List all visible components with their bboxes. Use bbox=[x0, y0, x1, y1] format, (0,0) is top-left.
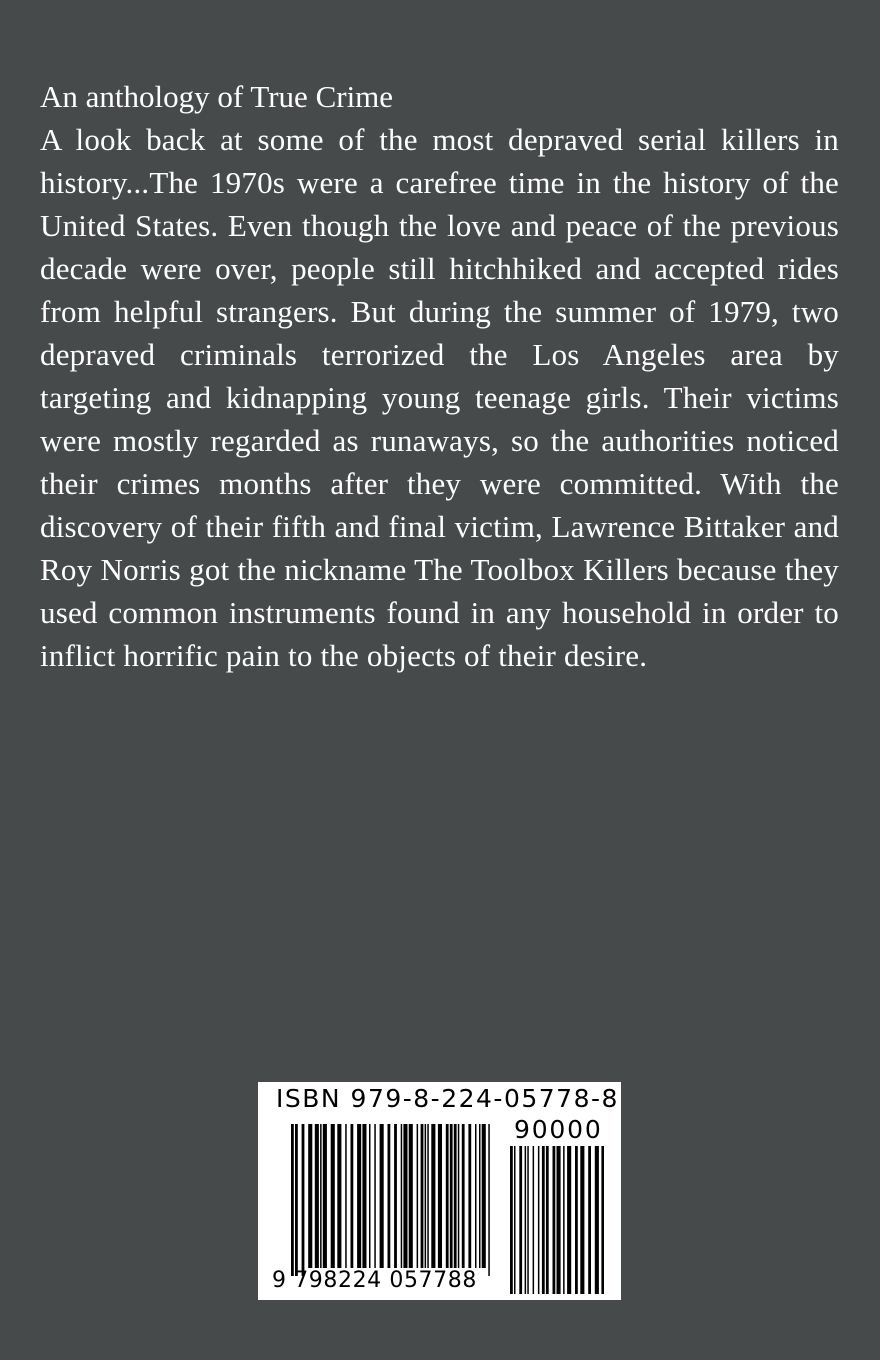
barcode-bar bbox=[427, 1124, 429, 1268]
barcode-bar bbox=[308, 1124, 312, 1268]
barcode-bar bbox=[563, 1146, 565, 1294]
barcode-bar bbox=[331, 1124, 335, 1268]
barcode-bar bbox=[315, 1124, 319, 1268]
barcode-bar bbox=[369, 1124, 371, 1268]
barcode-bar bbox=[345, 1124, 347, 1268]
barcode-bar bbox=[323, 1124, 327, 1268]
barcode-bar bbox=[538, 1146, 540, 1294]
back-cover-blurb bbox=[40, 75, 839, 677]
barcode-bar bbox=[362, 1124, 366, 1268]
barcode-bar bbox=[291, 1124, 294, 1276]
barcode-bar bbox=[595, 1146, 599, 1294]
barcode-bar bbox=[450, 1124, 453, 1268]
barcode-bar bbox=[533, 1146, 535, 1294]
barcode-bar bbox=[421, 1124, 424, 1268]
barcode-bar bbox=[479, 1124, 481, 1268]
blurb-description: A look back at some of the most depraved serial killers in history...The 1970s were a carefree time in the history of the United States. Even though the love and peace of the previous decade were over, people still hitchhiked and accepted rides from helpful strangers. But during the summer of 1979, two depraved criminals terrorized the Los Angeles area by targeting and kidnapping young teenage girls. Their victims were mostly regarded as runaways, so the authorities noticed their crimes months after they were committed. With the discovery of their fifth and final victim, Lawrence Bittaker and Roy Norris got the nickname The Toolbox Killers because they used common instruments found in any household in order to inflict horrific pain to the objects of their desire. bbox=[40, 122, 839, 673]
barcode-bar bbox=[431, 1124, 435, 1268]
barcode-bar bbox=[567, 1146, 571, 1294]
barcode-bar bbox=[417, 1124, 419, 1268]
barcode-bar bbox=[468, 1124, 471, 1268]
barcode-bar bbox=[575, 1146, 578, 1294]
barcode-bar bbox=[542, 1146, 545, 1294]
barcode-bar bbox=[380, 1124, 384, 1268]
barcode-bar bbox=[588, 1146, 591, 1294]
barcode-bar bbox=[351, 1124, 354, 1268]
barcode-bar bbox=[394, 1124, 397, 1268]
barcode-bar bbox=[546, 1146, 549, 1294]
barcode-bar bbox=[462, 1124, 465, 1268]
blurb-heading: An anthology of True Crime bbox=[40, 79, 394, 114]
barcode-bar bbox=[374, 1124, 376, 1268]
barcode-bar bbox=[519, 1146, 522, 1294]
barcode-bar bbox=[580, 1146, 584, 1294]
barcode-bar bbox=[454, 1124, 457, 1268]
barcode-bar bbox=[446, 1124, 449, 1268]
barcode-bar bbox=[601, 1146, 604, 1294]
price-code: 90000 bbox=[514, 1115, 603, 1144]
barcode-bar bbox=[557, 1146, 561, 1294]
barcode-bar bbox=[388, 1124, 391, 1268]
ean-digits: 9 798224 057788 bbox=[272, 1268, 477, 1293]
isbn-barcode bbox=[258, 1082, 621, 1300]
barcode-bar bbox=[295, 1124, 298, 1276]
barcode-bar bbox=[527, 1146, 529, 1294]
barcode-bar bbox=[488, 1124, 490, 1276]
barcode-bar bbox=[458, 1124, 460, 1268]
barcode-bar bbox=[510, 1146, 513, 1294]
barcode-bar bbox=[357, 1124, 361, 1268]
barcode-bar bbox=[475, 1124, 477, 1268]
barcode-bar bbox=[525, 1146, 527, 1294]
barcode-bar bbox=[514, 1146, 516, 1294]
barcode-bar bbox=[553, 1146, 556, 1294]
barcode-bar bbox=[403, 1124, 407, 1268]
barcode-bar bbox=[337, 1124, 341, 1268]
barcode-bar bbox=[401, 1124, 403, 1268]
barcode-bar bbox=[320, 1124, 322, 1268]
barcode-bar bbox=[409, 1124, 413, 1268]
isbn-label: ISBN 979-8-224-05778-8 bbox=[276, 1084, 619, 1113]
barcode-bar bbox=[425, 1124, 427, 1268]
barcode-bar bbox=[302, 1124, 305, 1276]
barcode-bar bbox=[438, 1124, 442, 1268]
barcode-bar bbox=[482, 1124, 486, 1268]
